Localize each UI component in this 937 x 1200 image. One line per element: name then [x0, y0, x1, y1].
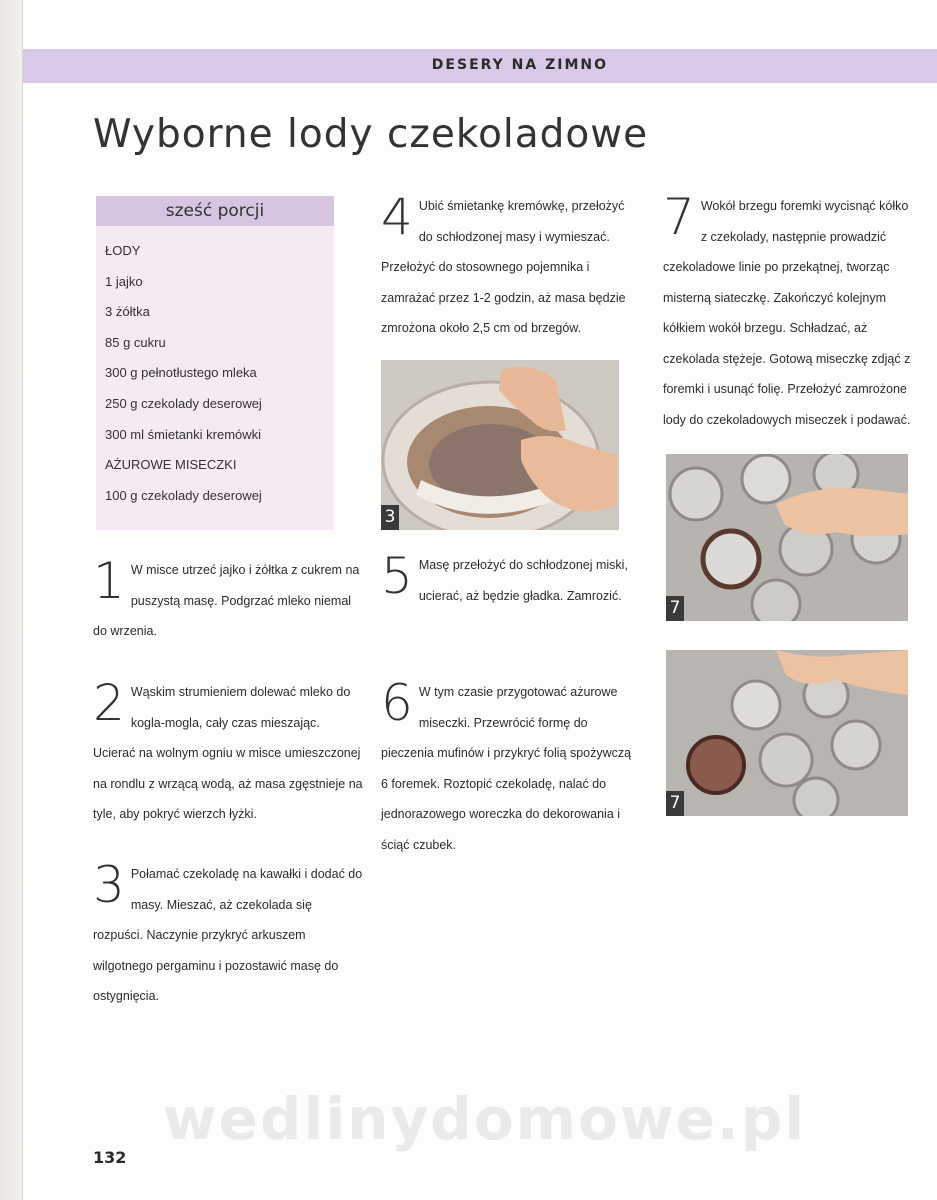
step-number: 5 [381, 547, 413, 605]
ingredient-item: 300 g pełnotłustego mleka [105, 365, 257, 381]
step-5 [381, 547, 633, 611]
muffin-tin-illustration [666, 454, 908, 621]
ingredient-item: ŁODY [105, 243, 141, 258]
muffin-tin-illustration [666, 650, 908, 816]
photo-step-badge: 7 [666, 596, 684, 621]
step-3 [93, 856, 363, 1012]
ingredient-item: 1 jajko [105, 273, 143, 289]
step-text: W tym czasie przygotować ażurowe miseczki. Przewrócić formę do pieczenia mufinów i przykryć folią spożywczą 6 foremek. Roztopić czekoladę, nalać do jednorazowego woreczka do dekorowania i ściąć czubek. [381, 685, 632, 852]
step-text: Połamać czekoladę na kawałki i dodać do masy. Mieszać, aż czekolada się rozpuści. Naczynie przykryć arkuszem wilgotnego pergaminu i pozostawić masę do ostygnięcia. [93, 867, 363, 1003]
step-3-photo [381, 360, 619, 530]
book-page [22, 0, 937, 1200]
step-text: Wokół brzegu foremki wycisnąć kółko z czekolady, następnie prowadzić czekoladowe linie po przekątnej, tworząc misterną siateczkę. Zakończyć kolejnym kółkiem wokół brzegu. Schładzać, aż czekolada stężeje. Gotową miseczkę zdjąć z foremki i usunąć folię. Przełożyć zamrożone lody do czekoladowych miseczek i podawać. [663, 199, 911, 427]
step-7 [663, 188, 915, 435]
step-text: Wąskim strumieniem dolewać mleko do kogla-mogla, cały czas mieszając. Ucierać na wolnym ogniu w misce umieszczonej na rondlu z wrzącą wodą, aż masa zgęstnieje na tyle, aby pokryć wierzch łyżki. [93, 685, 363, 821]
ingredients-box [96, 196, 334, 530]
step-number: 2 [93, 674, 125, 732]
ingredient-item: 85 g cukru [105, 334, 166, 350]
servings-heading: sześć porcji [96, 196, 334, 226]
step-7-photo-a [666, 454, 908, 621]
step-text: Ubić śmietankę kremówkę, przełożyć do schłodzonej masy i wymieszać. Przełożyć do stosownego pojemnika i zamrażać przez 1-2 godzin, aż masa będzie zmrożona około 2,5 cm od brzegów. [381, 199, 626, 335]
photo-step-badge: 7 [666, 791, 684, 816]
step-number: 1 [93, 552, 125, 610]
step-2 [93, 674, 363, 830]
ingredient-item: 3 żółtka [105, 304, 150, 320]
mixing-bowl-illustration [381, 360, 619, 530]
recipe-title: Wyborne lody czekoladowe [93, 112, 649, 157]
step-number: 6 [381, 674, 413, 732]
step-1 [93, 552, 363, 647]
step-number: 7 [663, 188, 695, 246]
step-4 [381, 188, 633, 344]
photo-step-badge: 3 [381, 505, 399, 530]
ingredient-item: AŻUROWE MISECZKI [105, 457, 237, 473]
watermark: wedlinydomowe.pl [163, 1085, 807, 1153]
step-number: 3 [93, 856, 125, 914]
ingredient-list [96, 226, 334, 511]
step-6 [381, 674, 633, 860]
page-number: 132 [93, 1148, 127, 1167]
step-text: W misce utrzeć jajko i żółtka z cukrem na puszystą masę. Podgrzać mleko niemal do wrzenia. [93, 563, 360, 638]
step-text: Masę przełożyć do schłodzonej miski, ucierać, aż będzie gładka. Zamrozić. [418, 558, 628, 603]
ingredient-item: 250 g czekolady deserowej [105, 395, 262, 411]
section-header-band [23, 49, 937, 83]
ingredient-item: 100 g czekolady deserowej [105, 487, 262, 503]
ingredient-item: 300 ml śmietanki kremówki [105, 426, 262, 442]
step-7-photo-b [666, 650, 908, 816]
section-title: DESERY NA ZIMNO [431, 57, 608, 73]
step-number: 4 [381, 188, 413, 246]
book-binding [0, 0, 22, 1200]
